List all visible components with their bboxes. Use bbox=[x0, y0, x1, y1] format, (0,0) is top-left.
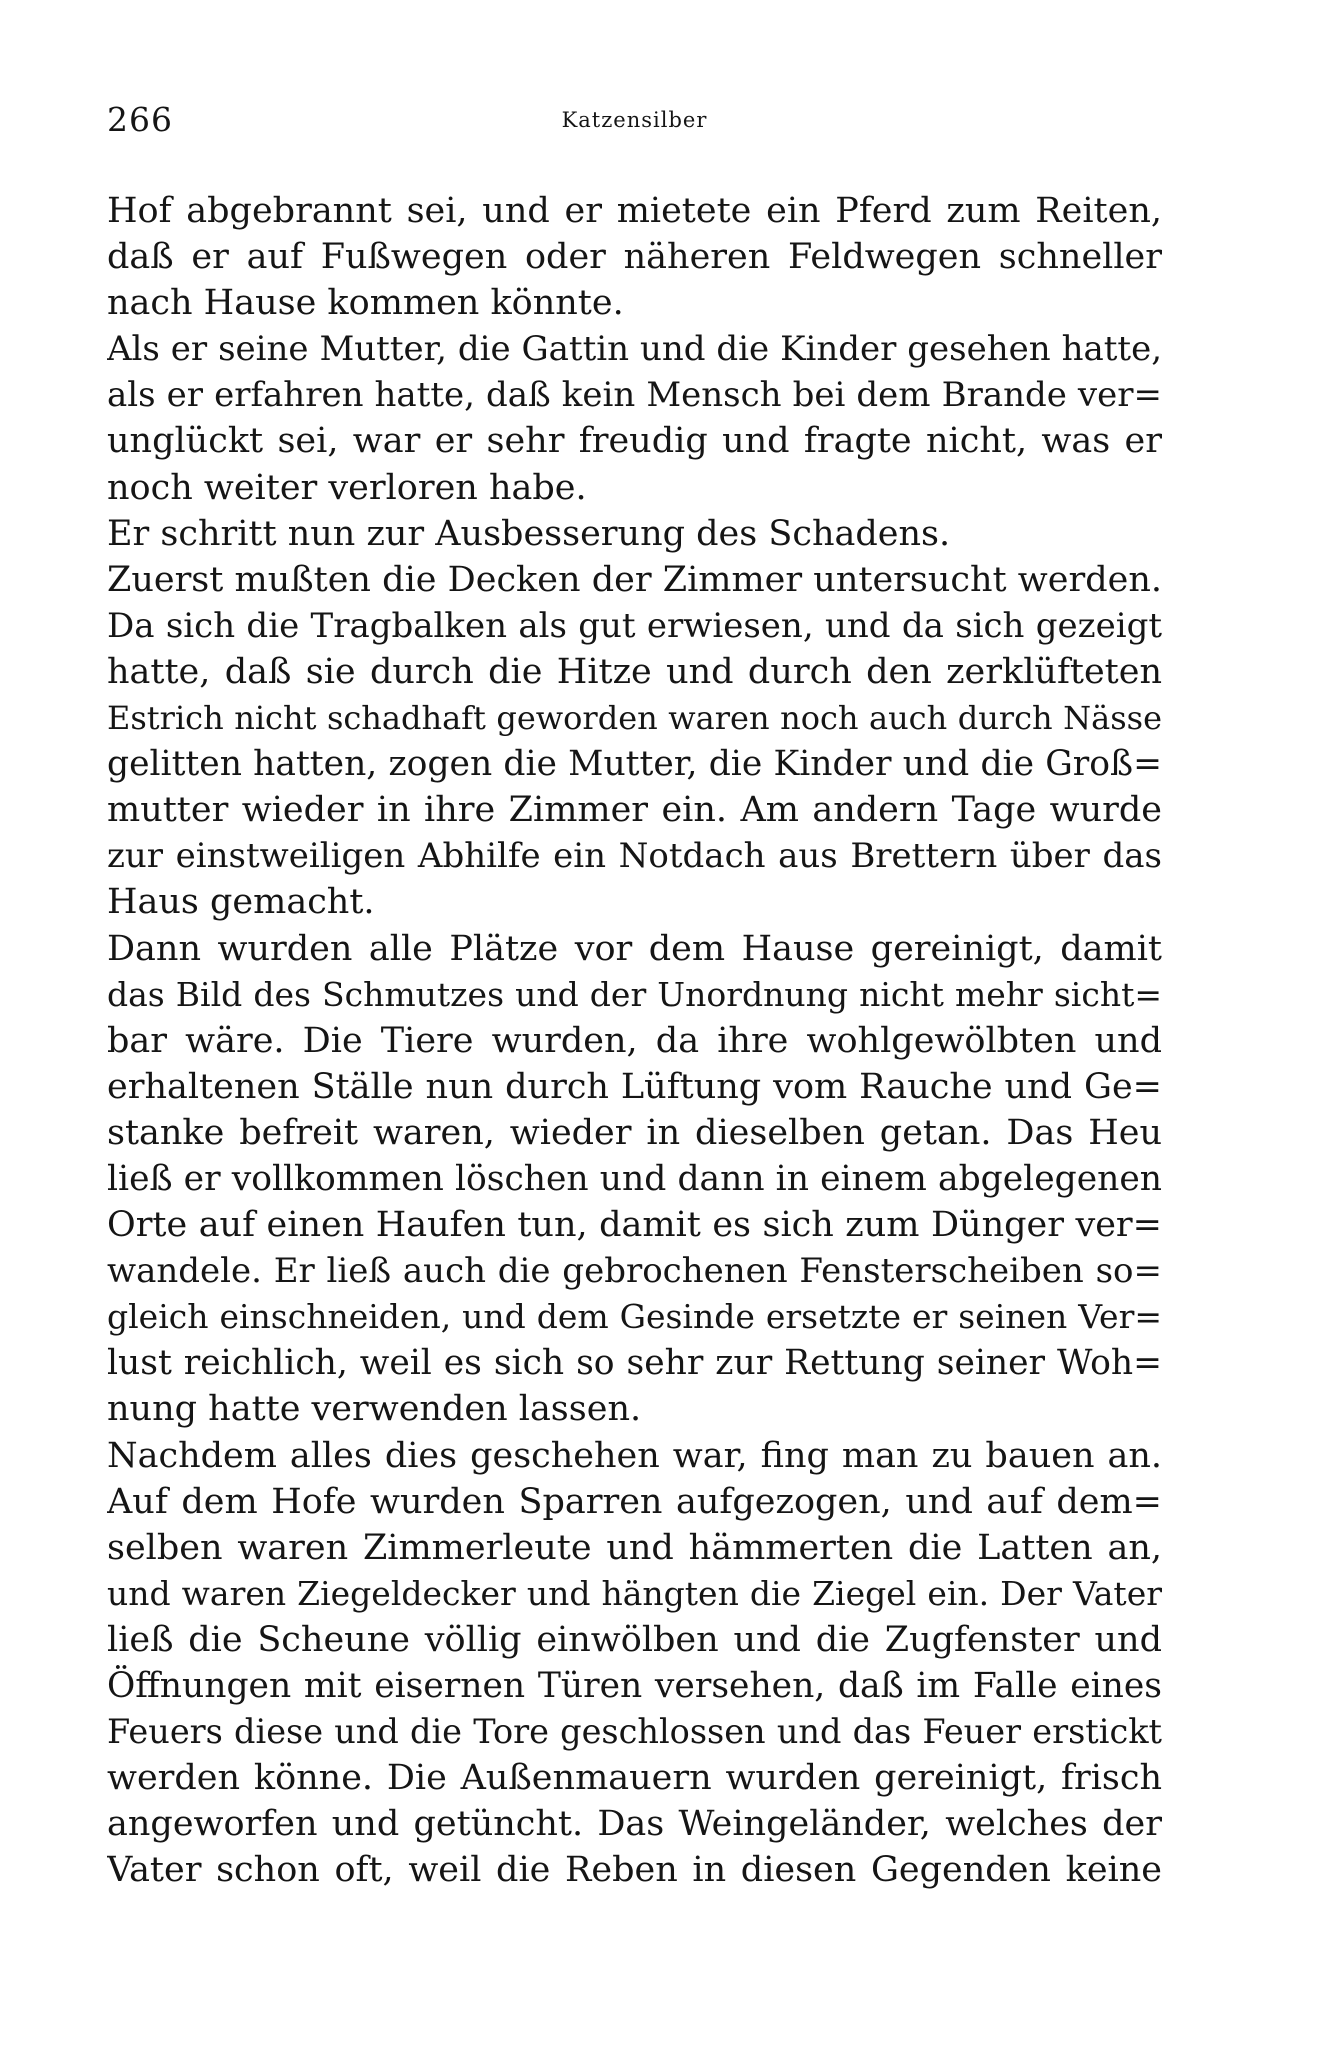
text-line: bar wäre. Die Tiere wurden, da ihre wohlgewölbten und bbox=[107, 1020, 1162, 1061]
text-line: Als er seine Mutter, die Gattin und die Kinder gesehen hatte, bbox=[107, 329, 1162, 370]
text-line: werden könne. Die Außenmauern wurden gereinigt, frisch bbox=[107, 1758, 1162, 1799]
text-line: Orte auf einen Haufen tun, damit es sich zum Dünger ver= bbox=[107, 1205, 1162, 1246]
text-line: unglückt sei, war er sehr freudig und fragte nicht, was er bbox=[107, 421, 1162, 462]
text-line: Auf dem Hofe wurden Sparren aufgezogen, und auf dem= bbox=[107, 1481, 1162, 1522]
text-line: Nachdem alles dies geschehen war, fing man zu bauen an. bbox=[107, 1435, 1162, 1476]
text-line: mutter wieder in ihre Zimmer ein. Am andern Tage wurde bbox=[107, 790, 1162, 831]
page-header bbox=[107, 98, 1162, 142]
text-line: das Bild des Schmutzes und der Unordnung nicht mehr sicht= bbox=[107, 974, 1162, 1014]
body-text bbox=[107, 188, 1162, 1893]
text-line: Feuers diese und die Tore geschlossen und das Feuer erstickt bbox=[107, 1712, 1162, 1752]
text-line: Dann wurden alle Plätze vor dem Hause gereinigt, damit bbox=[107, 928, 1162, 969]
text-line: daß er auf Fußwegen oder näheren Feldwegen schneller bbox=[107, 237, 1162, 278]
text-line: Öffnungen mit eisernen Türen versehen, daß im Falle eines bbox=[107, 1666, 1162, 1706]
text-line: nach Hause kommen könnte. bbox=[107, 283, 624, 324]
text-line: selben waren Zimmerleute und hämmerten die Latten an, bbox=[107, 1527, 1162, 1568]
text-line: Haus gemacht. bbox=[107, 882, 375, 923]
text-line: noch weiter verloren habe. bbox=[107, 467, 587, 508]
page-number: 266 bbox=[107, 100, 173, 139]
text-line: gelitten hatten, zogen die Mutter, die Kinder und die Groß= bbox=[107, 744, 1162, 785]
text-line: Zuerst mußten die Decken der Zimmer untersucht werden. bbox=[107, 559, 1162, 600]
text-line: angeworfen und getüncht. Das Weingeländer, welches der bbox=[107, 1804, 1162, 1845]
text-line: wandele. Er ließ auch die gebrochenen Fensterscheiben so= bbox=[107, 1251, 1162, 1292]
text-line: Vater schon oft, weil die Reben in diesen Gegenden keine bbox=[107, 1850, 1162, 1891]
text-line: stanke befreit waren, wieder in dieselben getan. Das Heu bbox=[107, 1112, 1162, 1153]
text-line: ließ er vollkommen löschen und dann in einem abgelegenen bbox=[107, 1158, 1162, 1199]
text-line: als er erfahren hatte, daß kein Mensch bei dem Brande ver= bbox=[107, 375, 1162, 416]
text-line: gleich einschneiden, und dem Gesinde ersetzte er seinen Ver= bbox=[107, 1297, 1162, 1337]
text-line: zur einstweiligen Abhilfe ein Notdach aus Brettern über das bbox=[107, 836, 1162, 877]
text-line: nung hatte verwenden lassen. bbox=[107, 1389, 642, 1430]
text-line: hatte, daß sie durch die Hitze und durch den zerklüfteten bbox=[107, 651, 1162, 692]
text-line: Hof abgebrannt sei, und er mietete ein Pferd zum Reiten, bbox=[107, 191, 1162, 231]
running-title: Katzensilber bbox=[561, 108, 708, 132]
text-line: erhaltenen Ställe nun durch Lüftung vom Rauche und Ge= bbox=[107, 1066, 1162, 1107]
text-line: und waren Ziegeldecker und hängten die Ziegel ein. Der Vater bbox=[107, 1573, 1162, 1613]
text-line: Er schritt nun zur Ausbesserung des Schadens. bbox=[107, 513, 951, 554]
text-line: ließ die Scheune völlig einwölben und die Zugfenster und bbox=[107, 1619, 1162, 1660]
text-line: lust reichlich, weil es sich so sehr zur Rettung seiner Woh= bbox=[107, 1343, 1162, 1384]
text-line: Estrich nicht schadhaft geworden waren noch auch durch Nässe bbox=[107, 699, 1162, 738]
text-line: Da sich die Tragbalken als gut erwiesen, und da sich gezeigt bbox=[107, 605, 1162, 646]
